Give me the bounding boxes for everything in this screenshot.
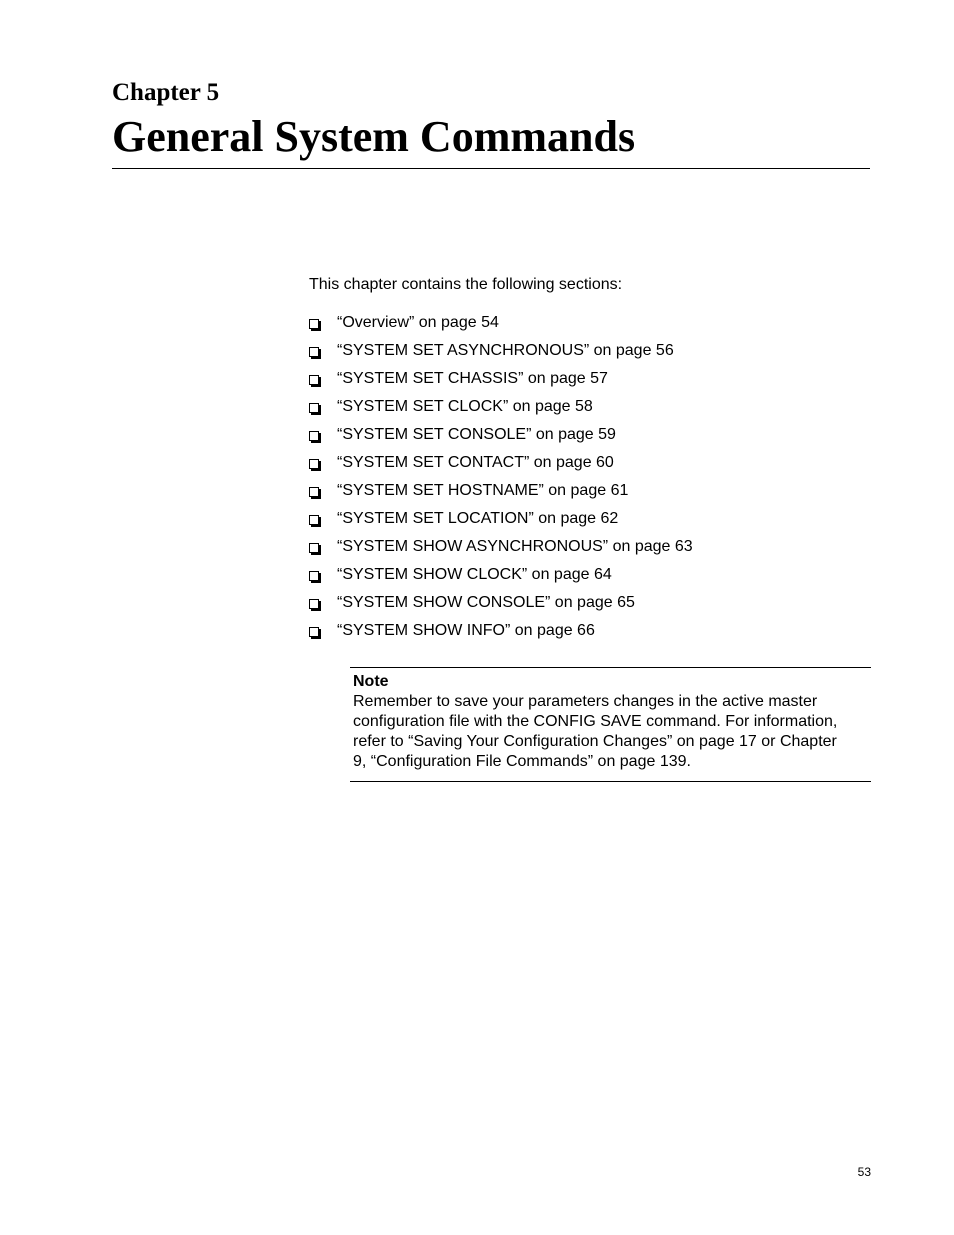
section-link[interactable]: “SYSTEM SHOW CLOCK” on page 64 bbox=[337, 566, 612, 583]
section-item-system-show-asynchronous[interactable] bbox=[309, 537, 693, 565]
section-link[interactable]: “SYSTEM SHOW ASYNCHRONOUS” on page 63 bbox=[337, 538, 693, 555]
section-link[interactable]: “SYSTEM SET CONSOLE” on page 59 bbox=[337, 426, 616, 443]
checkbox-bullet-icon bbox=[309, 571, 319, 581]
section-link[interactable]: “SYSTEM SET CHASSIS” on page 57 bbox=[337, 370, 608, 387]
section-item-system-set-asynchronous[interactable] bbox=[309, 341, 693, 369]
checkbox-bullet-icon bbox=[309, 319, 319, 329]
section-link[interactable]: “SYSTEM SET CONTACT” on page 60 bbox=[337, 454, 614, 471]
note-line: 9, “Configuration File Commands” on page 139. bbox=[353, 753, 691, 770]
checkbox-bullet-icon bbox=[309, 627, 319, 637]
checkbox-bullet-icon bbox=[309, 403, 319, 413]
note-body bbox=[353, 692, 871, 772]
section-item-system-set-clock[interactable] bbox=[309, 397, 693, 425]
checkbox-bullet-icon bbox=[309, 599, 319, 609]
section-item-overview[interactable] bbox=[309, 313, 693, 341]
section-item-system-show-info[interactable] bbox=[309, 621, 693, 650]
checkbox-bullet-icon bbox=[309, 487, 319, 497]
section-list bbox=[309, 313, 693, 650]
section-item-system-show-console[interactable] bbox=[309, 593, 693, 621]
note-line: Remember to save your parameters changes in the active master bbox=[353, 693, 818, 710]
note-line: refer to “Saving Your Configuration Changes” on page 17 or Chapter bbox=[353, 733, 837, 750]
intro-text: This chapter contains the following sections: bbox=[309, 276, 623, 293]
section-link[interactable]: “SYSTEM SET ASYNCHRONOUS” on page 56 bbox=[337, 342, 674, 359]
checkbox-bullet-icon bbox=[309, 459, 319, 469]
checkbox-bullet-icon bbox=[309, 431, 319, 441]
section-item-system-set-chassis[interactable] bbox=[309, 369, 693, 397]
section-item-system-set-location[interactable] bbox=[309, 509, 693, 537]
title-divider bbox=[112, 168, 870, 169]
section-link[interactable]: “SYSTEM SET LOCATION” on page 62 bbox=[337, 510, 619, 527]
checkbox-bullet-icon bbox=[309, 347, 319, 357]
page-number: 53 bbox=[857, 1165, 871, 1179]
note-box bbox=[350, 667, 871, 782]
section-item-system-set-contact[interactable] bbox=[309, 453, 693, 481]
section-item-system-show-clock[interactable] bbox=[309, 565, 693, 593]
section-link[interactable]: “Overview” on page 54 bbox=[337, 314, 499, 331]
section-link[interactable]: “SYSTEM SHOW CONSOLE” on page 65 bbox=[337, 594, 635, 611]
note-heading: Note bbox=[353, 673, 389, 690]
chapter-label: Chapter 5 bbox=[112, 79, 220, 106]
section-link[interactable]: “SYSTEM SET CLOCK” on page 58 bbox=[337, 398, 593, 415]
section-link[interactable]: “SYSTEM SHOW INFO” on page 66 bbox=[337, 622, 595, 639]
checkbox-bullet-icon bbox=[309, 515, 319, 525]
section-item-system-set-console[interactable] bbox=[309, 425, 693, 453]
section-item-system-set-hostname[interactable] bbox=[309, 481, 693, 509]
chapter-title: General System Commands bbox=[112, 112, 636, 161]
note-line: configuration file with the CONFIG SAVE command. For information, bbox=[353, 713, 838, 730]
section-link[interactable]: “SYSTEM SET HOSTNAME” on page 61 bbox=[337, 482, 629, 499]
checkbox-bullet-icon bbox=[309, 543, 319, 553]
checkbox-bullet-icon bbox=[309, 375, 319, 385]
